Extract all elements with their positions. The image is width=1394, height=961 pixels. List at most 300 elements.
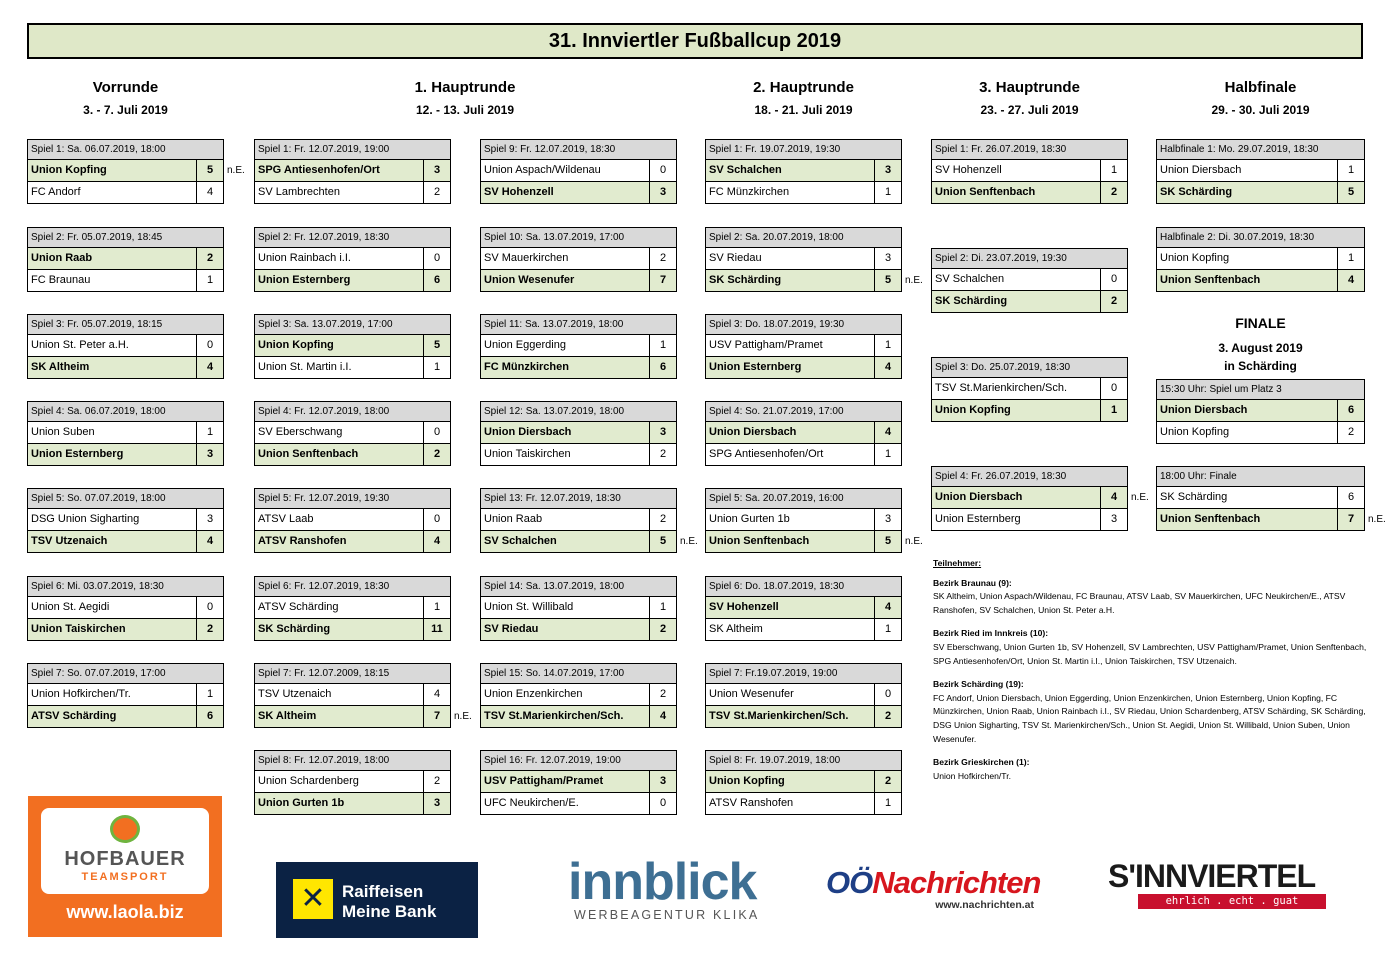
team-name: SK Schärding — [1160, 186, 1233, 198]
team-score: 3 — [1100, 509, 1127, 530]
match-row-away — [254, 793, 451, 815]
team-score: 2 — [649, 509, 676, 530]
finale-title: FINALE — [1235, 315, 1286, 331]
team-name: Union Kopfing — [258, 339, 334, 351]
team-name: Union Wesenufer — [484, 274, 575, 286]
raiffeisen-logo — [276, 862, 478, 938]
team-score: 4 — [874, 357, 901, 378]
team-score: 4 — [1337, 270, 1364, 291]
match-box — [254, 401, 451, 466]
team-name: SK Altheim — [258, 710, 317, 722]
team-name: SV Hohenzell — [935, 164, 1002, 176]
round-date: 12. - 13. Juli 2019 — [415, 103, 515, 117]
district-name: Bezirk Ried im Innkreis (10): — [933, 628, 1049, 639]
team-name: SK Schärding — [258, 623, 331, 635]
team-name: Union Diersbach — [709, 426, 797, 438]
match-box — [480, 488, 677, 553]
team-name: Union Diersbach — [1160, 164, 1242, 176]
match-box — [27, 488, 224, 553]
team-score: 1 — [1100, 400, 1127, 421]
team-score: 1 — [423, 597, 450, 618]
team-name: SV Mauerkirchen — [484, 252, 569, 264]
team-name: Union Raab — [31, 252, 93, 264]
team-score: 7 — [423, 706, 450, 727]
team-name: SV Riedau — [484, 623, 539, 635]
district-teams: SV Eberschwang, Union Gurten 1b, SV Hohenzell, SV Lambrechten, USV Pattigham/Pramet, Union Senftenbach, SPG Antiesenhofen/Ort, Union St. Martin i.I., Union Taiskirchen, TSV Utzenaich. — [933, 641, 1367, 666]
match-row-away — [705, 619, 902, 641]
match-header: Spiel 3: Sa. 13.07.2019, 17:00 — [254, 314, 451, 335]
team-score: 3 — [196, 444, 223, 465]
team-score: 1 — [649, 597, 676, 618]
team-name: ATSV Schärding — [31, 710, 117, 722]
match-box — [480, 227, 677, 292]
team-name: Union Aspach/Wildenau — [484, 164, 601, 176]
team-score: 1 — [649, 335, 676, 356]
penalty-note: n.E. — [905, 536, 923, 547]
match-header: Spiel 6: Do. 18.07.2019, 18:30 — [705, 576, 902, 597]
team-name: Union Kopfing — [1160, 252, 1230, 264]
team-score: 3 — [423, 793, 450, 814]
team-name: SV Hohenzell — [484, 186, 554, 198]
match-row-home — [1156, 248, 1365, 270]
match-header: Spiel 6: Mi. 03.07.2019, 18:30 — [27, 576, 224, 597]
team-name: TSV Utzenaich — [31, 535, 108, 547]
match-header: Spiel 9: Fr. 12.07.2019, 18:30 — [480, 139, 677, 160]
round-name: 2. Hauptrunde — [753, 79, 854, 96]
match-box — [705, 663, 902, 728]
match-row-home — [705, 422, 902, 444]
team-name: Union Diersbach — [1160, 404, 1248, 416]
match-row-away — [480, 619, 677, 641]
match-row-home — [254, 509, 451, 531]
team-score: 3 — [196, 509, 223, 530]
match-header: Spiel 3: Do. 25.07.2019, 18:30 — [931, 357, 1128, 378]
round-name: Vorrunde — [92, 79, 159, 96]
hofbauer-logo — [28, 796, 222, 937]
match-box — [27, 663, 224, 728]
match-row-away — [27, 270, 224, 292]
team-score: 0 — [423, 248, 450, 269]
match-box — [480, 663, 677, 728]
team-score: 0 — [196, 597, 223, 618]
team-name: SK Altheim — [709, 623, 763, 635]
team-score: 4 — [649, 706, 676, 727]
penalty-note: n.E. — [1368, 514, 1386, 525]
match-row-away — [254, 706, 451, 728]
match-row-away — [480, 182, 677, 204]
team-score: 4 — [874, 597, 901, 618]
team-score: 6 — [1337, 400, 1364, 421]
team-name: DSG Union Sigharting — [31, 513, 140, 525]
team-name: TSV St.Marienkirchen/Sch. — [484, 710, 624, 722]
team-name: SV Hohenzell — [709, 601, 779, 613]
match-box — [27, 314, 224, 379]
match-row-home — [480, 422, 677, 444]
page-title: 31. Innviertler Fußballcup 2019 — [27, 23, 1363, 59]
team-score: 6 — [196, 706, 223, 727]
match-row-away — [705, 182, 902, 204]
team-score: 5 — [196, 160, 223, 181]
hofbauer-sub: TEAMSPORT — [81, 871, 169, 883]
team-score: 1 — [1100, 160, 1127, 181]
team-name: Union Senftenbach — [935, 186, 1036, 198]
match-row-away — [480, 357, 677, 379]
team-name: UFC Neukirchen/E. — [484, 797, 579, 809]
match-header: Spiel 3: Fr. 05.07.2019, 18:15 — [27, 314, 224, 335]
team-name: Union Esternberg — [258, 274, 351, 286]
team-score: 4 — [423, 684, 450, 705]
match-header: Spiel 4: Fr. 26.07.2019, 18:30 — [931, 466, 1128, 487]
match-header: Spiel 14: Sa. 13.07.2019, 18:00 — [480, 576, 677, 597]
raiffeisen-line1: Raiffeisen — [342, 882, 424, 901]
match-row-away — [705, 357, 902, 379]
team-score: 1 — [874, 335, 901, 356]
match-box — [705, 314, 902, 379]
match-box — [480, 139, 677, 204]
raiffeisen-line2: Meine Bank — [342, 902, 437, 921]
match-box — [480, 576, 677, 641]
team-name: Union Senftenbach — [258, 448, 359, 460]
team-score: 1 — [423, 357, 450, 378]
match-header: Spiel 4: Sa. 06.07.2019, 18:00 — [27, 401, 224, 422]
match-row-home — [254, 422, 451, 444]
match-header: Halbfinale 1: Mo. 29.07.2019, 18:30 — [1156, 139, 1365, 160]
round-date: 29. - 30. Juli 2019 — [1211, 103, 1310, 117]
team-score: 1 — [874, 793, 901, 814]
team-name: SK Schärding — [935, 295, 1008, 307]
match-header: Spiel 7: Fr. 12.07.2009, 18:15 — [254, 663, 451, 684]
match-row-away — [27, 706, 224, 728]
match-box — [27, 401, 224, 466]
oon-brand-b: Nachrichten — [872, 865, 1041, 900]
team-name: Union Esternberg — [31, 448, 124, 460]
match-row-home — [705, 684, 902, 706]
match-row-home — [254, 248, 451, 270]
match-header: Spiel 2: Fr. 12.07.2019, 18:30 — [254, 227, 451, 248]
match-box — [1156, 466, 1365, 531]
match-header: Spiel 10: Sa. 13.07.2019, 17:00 — [480, 227, 677, 248]
match-header: Spiel 8: Fr. 19.07.2019, 18:00 — [705, 750, 902, 771]
match-header: Spiel 6: Fr. 12.07.2019, 18:30 — [254, 576, 451, 597]
team-score: 2 — [649, 248, 676, 269]
penalty-note: n.E. — [227, 165, 245, 176]
match-row-home — [27, 422, 224, 444]
match-row-away — [1156, 270, 1365, 292]
match-box — [705, 139, 902, 204]
match-row-home — [931, 160, 1128, 182]
match-row-home — [1156, 487, 1365, 509]
team-score: 6 — [649, 357, 676, 378]
team-name: FC Braunau — [31, 274, 91, 286]
match-box — [27, 576, 224, 641]
penalty-note: n.E. — [454, 711, 472, 722]
round-heading-hauptrunde-2 — [705, 79, 902, 117]
match-row-home — [27, 160, 224, 182]
team-score: 0 — [874, 684, 901, 705]
finale-date: 3. August 2019 — [1218, 341, 1303, 355]
hofbauer-url: www.laola.biz — [66, 902, 184, 922]
team-name: Union Gurten 1b — [709, 513, 790, 525]
match-row-home — [254, 684, 451, 706]
match-header: Spiel 5: Sa. 20.07.2019, 16:00 — [705, 488, 902, 509]
team-score: 3 — [649, 771, 676, 792]
match-row-home — [27, 684, 224, 706]
sinnviertel-sub: ehrlich . echt . guat — [1138, 894, 1326, 909]
match-row-away — [254, 182, 451, 204]
match-box — [254, 663, 451, 728]
team-score: 2 — [649, 619, 676, 640]
match-row-away — [27, 444, 224, 466]
match-row-home — [480, 160, 677, 182]
match-header: Spiel 2: Fr. 05.07.2019, 18:45 — [27, 227, 224, 248]
match-box — [254, 139, 451, 204]
team-name: USV Pattigham/Pramet — [709, 339, 823, 351]
team-score: 4 — [423, 531, 450, 552]
team-score: 2 — [1337, 422, 1364, 443]
match-row-away — [480, 793, 677, 815]
match-header: Spiel 7: So. 07.07.2019, 17:00 — [27, 663, 224, 684]
team-score: 1 — [196, 684, 223, 705]
team-score: 2 — [1100, 291, 1127, 312]
participants-list — [933, 557, 1373, 783]
innblick-logo — [568, 852, 778, 932]
penalty-note: n.E. — [1131, 492, 1149, 503]
match-header: Spiel 5: So. 07.07.2019, 18:00 — [27, 488, 224, 509]
raiffeisen-emblem-icon: ✕ — [293, 879, 333, 919]
team-score: 2 — [874, 706, 901, 727]
sinnviertel-brand: S'INNVIERTEL — [1108, 858, 1316, 894]
team-score: 3 — [423, 160, 450, 181]
match-row-away — [1156, 422, 1365, 444]
team-name: SV Schalchen — [484, 535, 557, 547]
team-name: Union Gurten 1b — [258, 797, 345, 809]
match-header: Spiel 5: Fr. 12.07.2019, 19:30 — [254, 488, 451, 509]
match-row-away — [254, 270, 451, 292]
team-score: 2 — [196, 248, 223, 269]
match-row-home — [27, 509, 224, 531]
match-row-away — [27, 531, 224, 553]
team-name: ATSV Laab — [258, 513, 314, 525]
team-score: 6 — [1337, 487, 1364, 508]
team-name: Union Kopfing — [935, 404, 1011, 416]
team-score: 0 — [1100, 378, 1127, 399]
match-box — [27, 227, 224, 292]
district-teams: FC Andorf, Union Diersbach, Union Eggerding, Union Enzenkirchen, Union Esternberg, Union Kopfing, FC Münzkirchen, Union Raab, Union Rainbach i.I., SV Riedau, Union Schardenberg, ATSV Schärding, SK Schärding, DSG Union Sigharting, TSV St. Marienkirchen/Sch., Union St. Aegidi, Union St. Willibald, Union Suben, Union Wesenufer. — [933, 692, 1366, 744]
match-box — [254, 750, 451, 815]
team-name: ATSV Ranshofen — [709, 797, 794, 809]
team-name: TSV St.Marienkirchen/Sch. — [709, 710, 849, 722]
team-score: 4 — [196, 182, 223, 203]
match-box — [254, 576, 451, 641]
team-name: Union Esternberg — [935, 513, 1021, 525]
team-score: 2 — [196, 619, 223, 640]
penalty-note: n.E. — [905, 275, 923, 286]
district-teams: Union Hofkirchen/Tr. — [933, 770, 1012, 781]
match-row-away — [1156, 182, 1365, 204]
match-header: Spiel 1: Fr. 19.07.2019, 19:30 — [705, 139, 902, 160]
participants-heading: Teilnehmer: — [933, 558, 982, 568]
match-box — [480, 401, 677, 466]
team-name: Union Schardenberg — [258, 775, 359, 787]
district-name: Bezirk Braunau (9): — [933, 577, 1012, 588]
match-row-away — [480, 706, 677, 728]
match-row-away — [931, 182, 1128, 204]
match-row-home — [254, 771, 451, 793]
team-name: Union Diersbach — [935, 491, 1023, 503]
match-header: Spiel 2: Sa. 20.07.2019, 18:00 — [705, 227, 902, 248]
team-score: 7 — [649, 270, 676, 291]
match-row-away — [705, 793, 902, 815]
team-score: 0 — [1100, 269, 1127, 290]
match-row-home — [480, 248, 677, 270]
match-box — [480, 750, 677, 815]
team-score: 5 — [874, 531, 901, 552]
match-box — [705, 401, 902, 466]
round-heading-halbfinale — [1156, 79, 1365, 117]
match-row-away — [27, 619, 224, 641]
finale-place: in Schärding — [1224, 359, 1297, 373]
team-name: Union Senftenbach — [1160, 274, 1261, 286]
team-name: Union Hofkirchen/Tr. — [31, 688, 131, 700]
team-score: 1 — [1337, 160, 1364, 181]
match-box — [705, 750, 902, 815]
match-row-away — [931, 400, 1128, 422]
team-name: SPG Antiesenhofen/Ort — [258, 164, 380, 176]
team-score: 4 — [196, 357, 223, 378]
team-score: 1 — [196, 422, 223, 443]
team-name: Union Taiskirchen — [31, 623, 126, 635]
district-name: Bezirk Schärding (19): — [933, 679, 1024, 690]
match-row-home — [480, 684, 677, 706]
oon-url: www.nachrichten.at — [935, 899, 1034, 911]
team-name: Union Rainbach i.I. — [258, 252, 351, 264]
match-row-home — [254, 335, 451, 357]
team-name: SV Eberschwang — [258, 426, 343, 438]
team-name: USV Pattigham/Pramet — [484, 775, 604, 787]
match-header: Spiel 1: Sa. 06.07.2019, 18:00 — [27, 139, 224, 160]
team-score: 3 — [649, 182, 676, 203]
team-score: 2 — [649, 444, 676, 465]
round-name: 1. Hauptrunde — [414, 79, 516, 96]
match-row-home — [480, 335, 677, 357]
team-score: 4 — [874, 422, 901, 443]
match-box — [254, 314, 451, 379]
match-header: Spiel 4: Fr. 12.07.2019, 18:00 — [254, 401, 451, 422]
team-score: 11 — [423, 619, 450, 640]
team-name: Union Eggerding — [484, 339, 566, 351]
team-score: 7 — [1337, 509, 1364, 530]
team-score: 3 — [874, 248, 901, 269]
match-header: Halbfinale 2: Di. 30.07.2019, 18:30 — [1156, 227, 1365, 248]
match-row-home — [931, 269, 1128, 291]
match-row-away — [480, 270, 677, 292]
team-name: Union Suben — [31, 426, 95, 438]
round-heading-vorrunde — [27, 79, 224, 117]
oon-brand-a: OÖ — [826, 865, 873, 900]
match-row-away — [254, 444, 451, 466]
match-header: 15:30 Uhr: Spiel um Platz 3 — [1156, 379, 1365, 400]
match-row-away — [705, 531, 902, 553]
team-name: FC Münzkirchen — [709, 186, 790, 198]
team-score: 4 — [1100, 487, 1127, 508]
match-row-away — [254, 357, 451, 379]
match-header: Spiel 7: Fr.19.07.2019, 19:00 — [705, 663, 902, 684]
round-name: 3. Hauptrunde — [979, 79, 1080, 96]
team-score: 2 — [423, 182, 450, 203]
team-score: 5 — [874, 270, 901, 291]
team-name: SV Lambrechten — [258, 186, 340, 198]
innblick-brand: innblick — [568, 853, 757, 911]
match-box — [480, 314, 677, 379]
finale-heading — [1156, 315, 1365, 373]
match-row-home — [705, 248, 902, 270]
match-row-home — [254, 160, 451, 182]
team-score: 0 — [423, 509, 450, 530]
sinnviertel-logo — [1108, 858, 1333, 918]
team-score: 6 — [423, 270, 450, 291]
match-row-away — [480, 444, 677, 466]
oon-logo — [826, 865, 1046, 925]
team-name: Union Kopfing — [709, 775, 785, 787]
team-name: Union Senftenbach — [709, 535, 810, 547]
match-row-home — [705, 597, 902, 619]
hofbauer-card — [41, 808, 209, 894]
team-name: TSV Utzenaich — [258, 688, 332, 700]
team-name: Union Kopfing — [31, 164, 107, 176]
match-row-home — [705, 160, 902, 182]
match-row-home — [480, 509, 677, 531]
team-score: 1 — [874, 444, 901, 465]
team-name: Union St. Peter a.H. — [31, 339, 129, 351]
match-box — [931, 139, 1128, 204]
team-score: 1 — [874, 182, 901, 203]
team-name: Union Taiskirchen — [484, 448, 571, 460]
team-score: 3 — [874, 509, 901, 530]
team-score: 1 — [1337, 248, 1364, 269]
team-name: SK Schärding — [1160, 491, 1228, 503]
round-heading-hauptrunde-1 — [254, 79, 676, 117]
team-score: 2 — [423, 444, 450, 465]
match-row-away — [705, 706, 902, 728]
team-name: SK Schärding — [709, 274, 782, 286]
team-score: 2 — [1100, 182, 1127, 203]
team-name: Union Senftenbach — [1160, 513, 1261, 525]
match-row-home — [931, 487, 1128, 509]
match-box — [1156, 379, 1365, 444]
team-name: Union St. Willibald — [484, 601, 574, 613]
team-name: TSV St.Marienkirchen/Sch. — [935, 382, 1068, 394]
match-row-home — [27, 248, 224, 270]
team-name: SK Altheim — [31, 361, 90, 373]
match-row-home — [705, 771, 902, 793]
match-header: Spiel 4: So. 21.07.2019, 17:00 — [705, 401, 902, 422]
match-box — [931, 248, 1128, 313]
team-score: 1 — [874, 619, 901, 640]
team-score: 0 — [423, 422, 450, 443]
team-score: 2 — [874, 771, 901, 792]
match-header: Spiel 1: Fr. 12.07.2019, 19:00 — [254, 139, 451, 160]
innblick-sub: WERBEAGENTUR KLIKA — [574, 908, 760, 922]
team-score: 0 — [649, 793, 676, 814]
match-box — [1156, 227, 1365, 292]
match-row-away — [705, 270, 902, 292]
team-name: ATSV Schärding — [258, 601, 339, 613]
team-score: 5 — [649, 531, 676, 552]
match-row-away — [480, 531, 677, 553]
match-row-away — [931, 509, 1128, 531]
match-row-home — [480, 597, 677, 619]
match-row-home — [705, 335, 902, 357]
